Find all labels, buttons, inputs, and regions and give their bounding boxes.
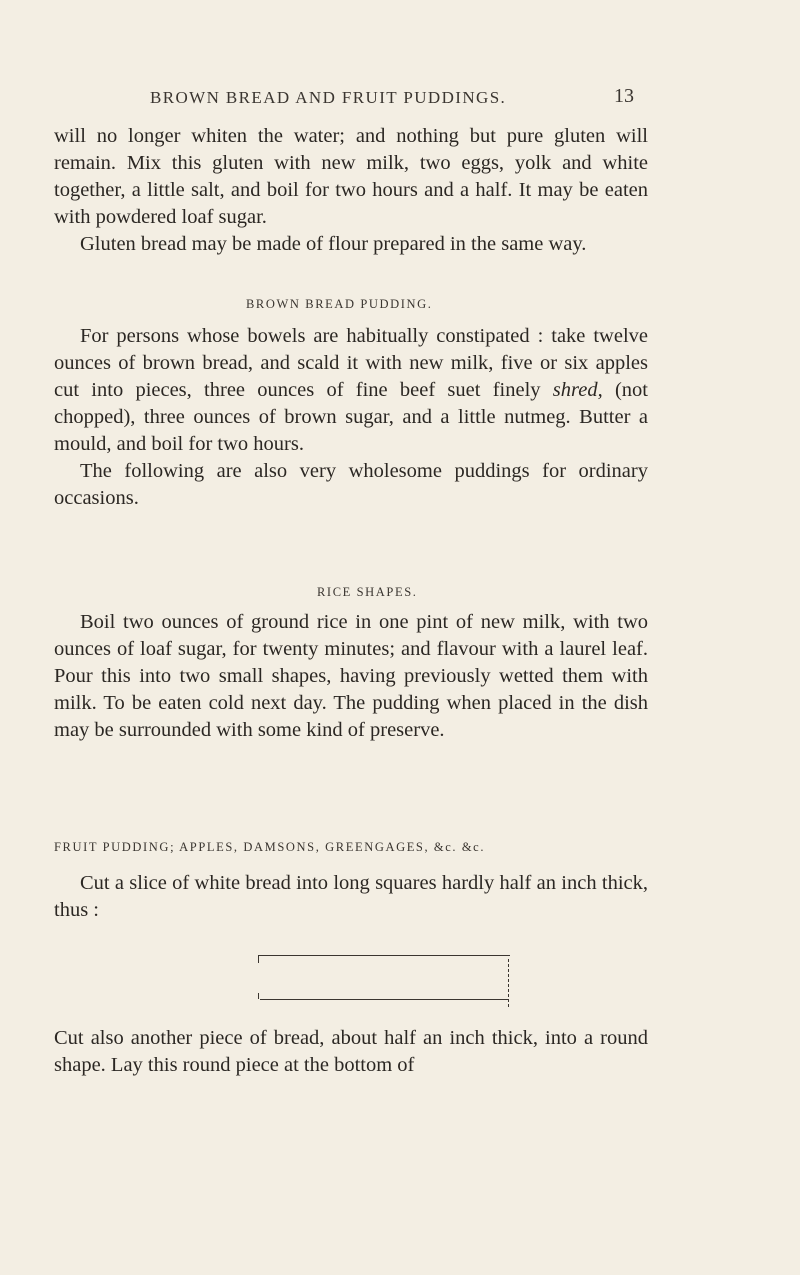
paragraph-brown-bread: [54, 323, 648, 512]
illustration-line: [258, 955, 259, 963]
paragraph-rice-shapes: [54, 609, 648, 744]
heading-brown-bread-pudding: BROWN BREAD PUDDING.: [246, 297, 433, 311]
paragraph-text: Boil two ounces of ground rice in one pint of new milk, with two ounces of loaf sugar, for twenty minutes; and flavour with a laurel leaf. Pour this into two small shapes, having previously wetted them with milk. To be eaten cold next day. The pudding when placed in the dish may be surrounded with some kind of preserve.: [54, 611, 648, 741]
paragraph-gluten-bread: Gluten bread may be made of flour prepared in the same way.: [80, 233, 587, 255]
heading-fruit-pudding: FRUIT PUDDING; APPLES, DAMSONS, GREENGAGES, &c. &c.: [54, 840, 486, 854]
bread-slice-illustration: [258, 955, 510, 1005]
paragraph-text: [54, 323, 648, 458]
paragraph-text: Cut a slice of white bread into long squares hardly half an inch thick, thus :: [54, 872, 648, 921]
paragraph-text: Cut also another piece of bread, about half an inch thick, into a round shape. Lay this round piece at the bottom of: [54, 1027, 648, 1076]
italic-text: shred,: [552, 379, 603, 401]
illustration-line: [260, 999, 508, 1000]
page-number: 13: [614, 85, 634, 107]
illustration-line: [508, 959, 509, 1007]
illustration-line: [258, 955, 510, 956]
text-span: (not chopped), three ounces of brown sugar, and a little nutmeg. Butter a mould, and boil for two hours.: [54, 379, 648, 455]
paragraph-gluten: [54, 123, 648, 258]
illustration-line: [258, 993, 259, 999]
text-span: For persons whose bowels are habitually constipated : take twelve ounces of brown bread, and scald it with new milk, five or six apples cut into pieces, three ounces of fine beef suet finely: [54, 325, 648, 401]
heading-rice-shapes: RICE SHAPES.: [317, 585, 418, 599]
paragraph-round-piece: [54, 1025, 648, 1079]
paragraph-fruit-pudding: [54, 870, 648, 924]
paragraph-text: will no longer whiten the water; and nothing but pure gluten will remain. Mix this gluten with new milk, two eggs, yolk and white together, a little salt, and boil for two hours and a half. It may be eaten with powdered loaf sugar.: [54, 125, 648, 228]
paragraph-following: The following are also very wholesome puddings for ordinary occasions.: [54, 460, 648, 509]
running-title: BROWN BREAD AND FRUIT PUDDINGS.: [150, 88, 507, 107]
